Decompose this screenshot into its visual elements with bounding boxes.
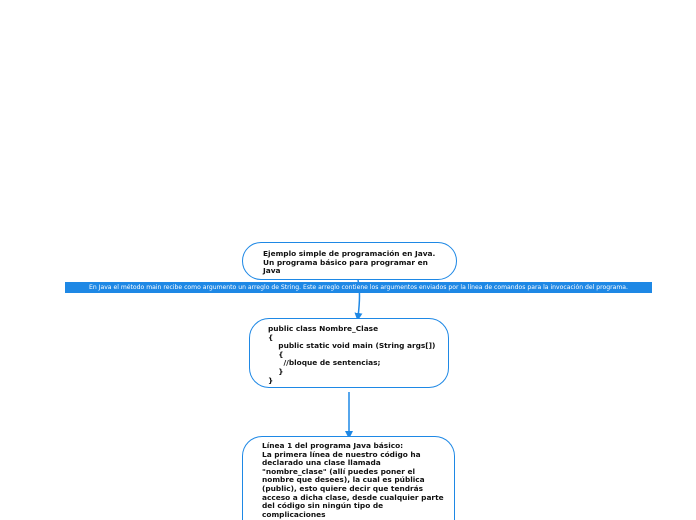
node-line1[interactable] — [242, 436, 455, 520]
connector-label[interactable]: En Java el método main recibe como argumento un arreglo de String. Este arreglo contiene los argumentos enviados por la línea de comandos para la invocación del programa. — [65, 282, 652, 293]
node-code[interactable] — [249, 318, 449, 388]
node-intro-text: Ejemplo simple de programación en Java. Un programa básico para programar en Java — [263, 249, 436, 276]
node-intro[interactable] — [242, 242, 457, 280]
node-code-text: public class Nombre_Clase { public static void main (String args[]) { //bloque de sentencias; } } — [268, 324, 436, 385]
node-line1-text: Línea 1 del programa Java básico: La primera línea de nuestro código ha declarado una clase llamada "nombre_clase" (allí puedes poner el nombre que desees), la cual es pública (public), esto quiere decir que tendrás acceso a dicha clase, desde cualquier parte del código sin ningún tipo de complicaciones — [262, 441, 444, 519]
